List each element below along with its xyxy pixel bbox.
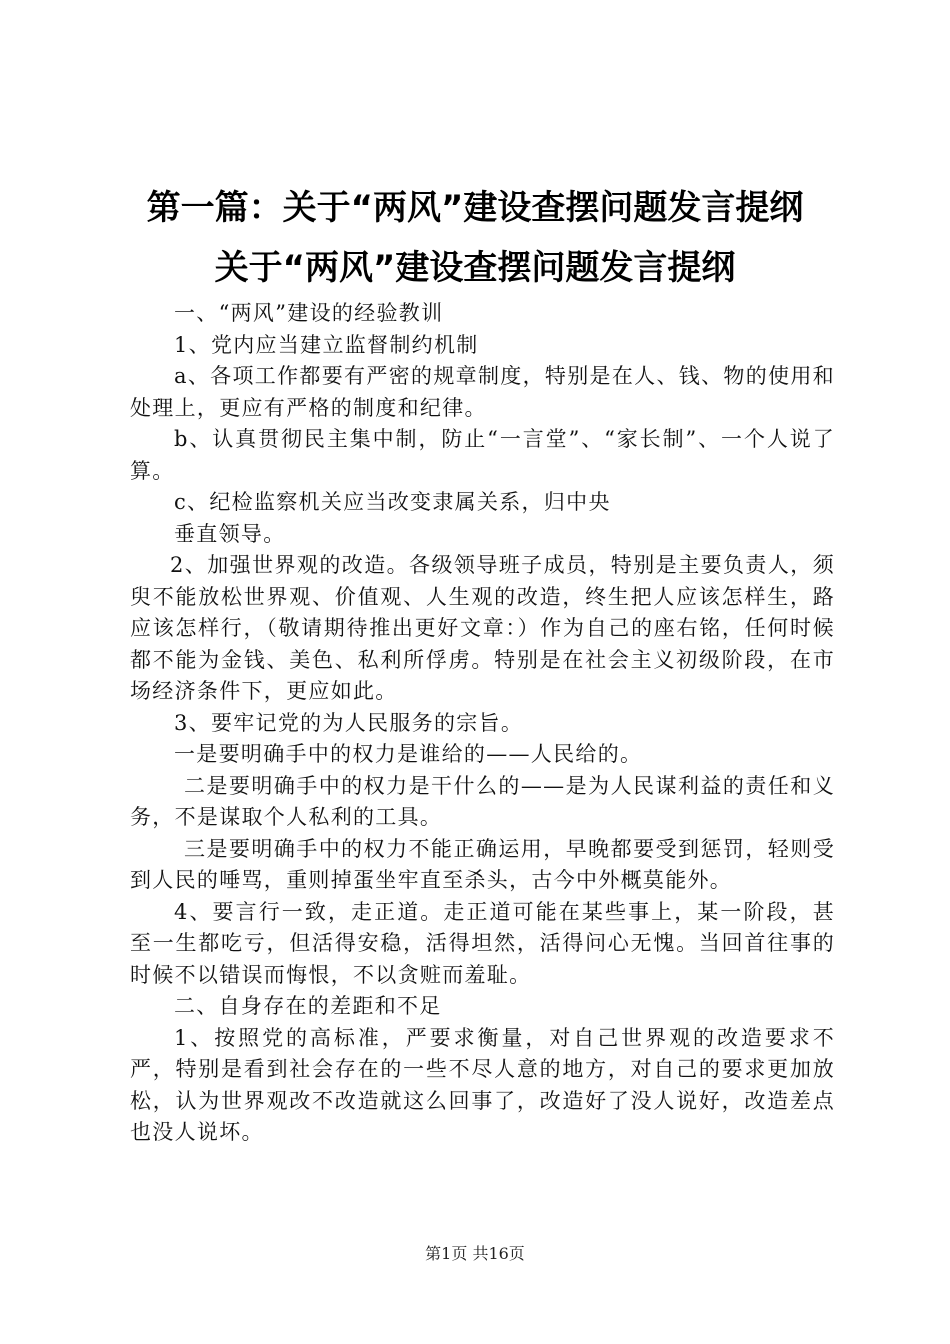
document-subtitle: 关于“两风”建设查摆问题发言提纲 bbox=[214, 248, 736, 288]
section-heading-1: 一、“两风”建设的经验教训 bbox=[174, 301, 444, 325]
paragraph-point-2: 二是要明确手中的权力是干什么的——是为人民谋利益的责任和义务，不是谋取个人私利的工具。 bbox=[130, 773, 835, 829]
paragraph-c-continued: 垂直领导。 bbox=[174, 521, 286, 546]
page-number: 第1页 共16页 bbox=[425, 1244, 525, 1263]
document-title: 第一篇：关于“两风”建设查摆问题发言提纲 bbox=[146, 188, 804, 228]
paragraph-point-3: 三是要明确手中的权力不能正确运用，早晚都要受到惩罚，轻则受到人民的唾骂，重则掉蛋坐牢直至杀头，古今中外概莫能外。 bbox=[130, 836, 835, 892]
paragraph-4: 4、要言行一致，走正道。走正道可能在某些事上，某一阶段，甚至一生都吃亏，但活得安稳，活得坦然，活得问心无愧。当回首往事的时候不以错误而悔恨，不以贪赃而羞耻。 bbox=[130, 899, 835, 987]
document-body bbox=[130, 298, 835, 1149]
paragraph-point-1: 一是要明确手中的权力是谁给的——人民给的。 bbox=[174, 742, 643, 766]
paragraph-c: c、纪检监察机关应当改变隶属关系，归中央 bbox=[174, 490, 611, 514]
subheading-1: 1、党内应当建立监督制约机制 bbox=[174, 332, 479, 357]
paragraph-b: b、认真贯彻民主集中制，防止“一言堂”、“家长制”、一个人说了算。 bbox=[130, 427, 835, 483]
paragraph-2: 2、加强世界观的改造。各级领导班子成员，特别是主要负责人，须臾不能放松世界观、价值观、人生观的改造，终生把人应该怎样生，路应该怎样行，（敬请期待推出更好文章：）作为自己的座右铭，任何时候都不能为金钱、美色、私利所俘虏。特别是在社会主义初级阶段，在市场经济条件下，更应如此。 bbox=[130, 553, 835, 703]
section-heading-2: 二、自身存在的差距和不足 bbox=[174, 994, 442, 1018]
subheading-3: 3、要牢记党的为人民服务的宗旨。 bbox=[174, 710, 524, 735]
paragraph-2-1: 1、按照党的高标准，严要求衡量，对自己世界观的改造要求不严，特别是看到社会存在的一些不尽人意的地方，对自己的要求更加放松，认为世界观改不改造就这么回事了，改造好了没人说好，改造差点也没人说坏。 bbox=[130, 1025, 835, 1144]
paragraph-a: a、各项工作都要有严密的规章制度，特别是在人、钱、物的使用和处理上，更应有严格的制度和纪律。 bbox=[130, 364, 835, 420]
